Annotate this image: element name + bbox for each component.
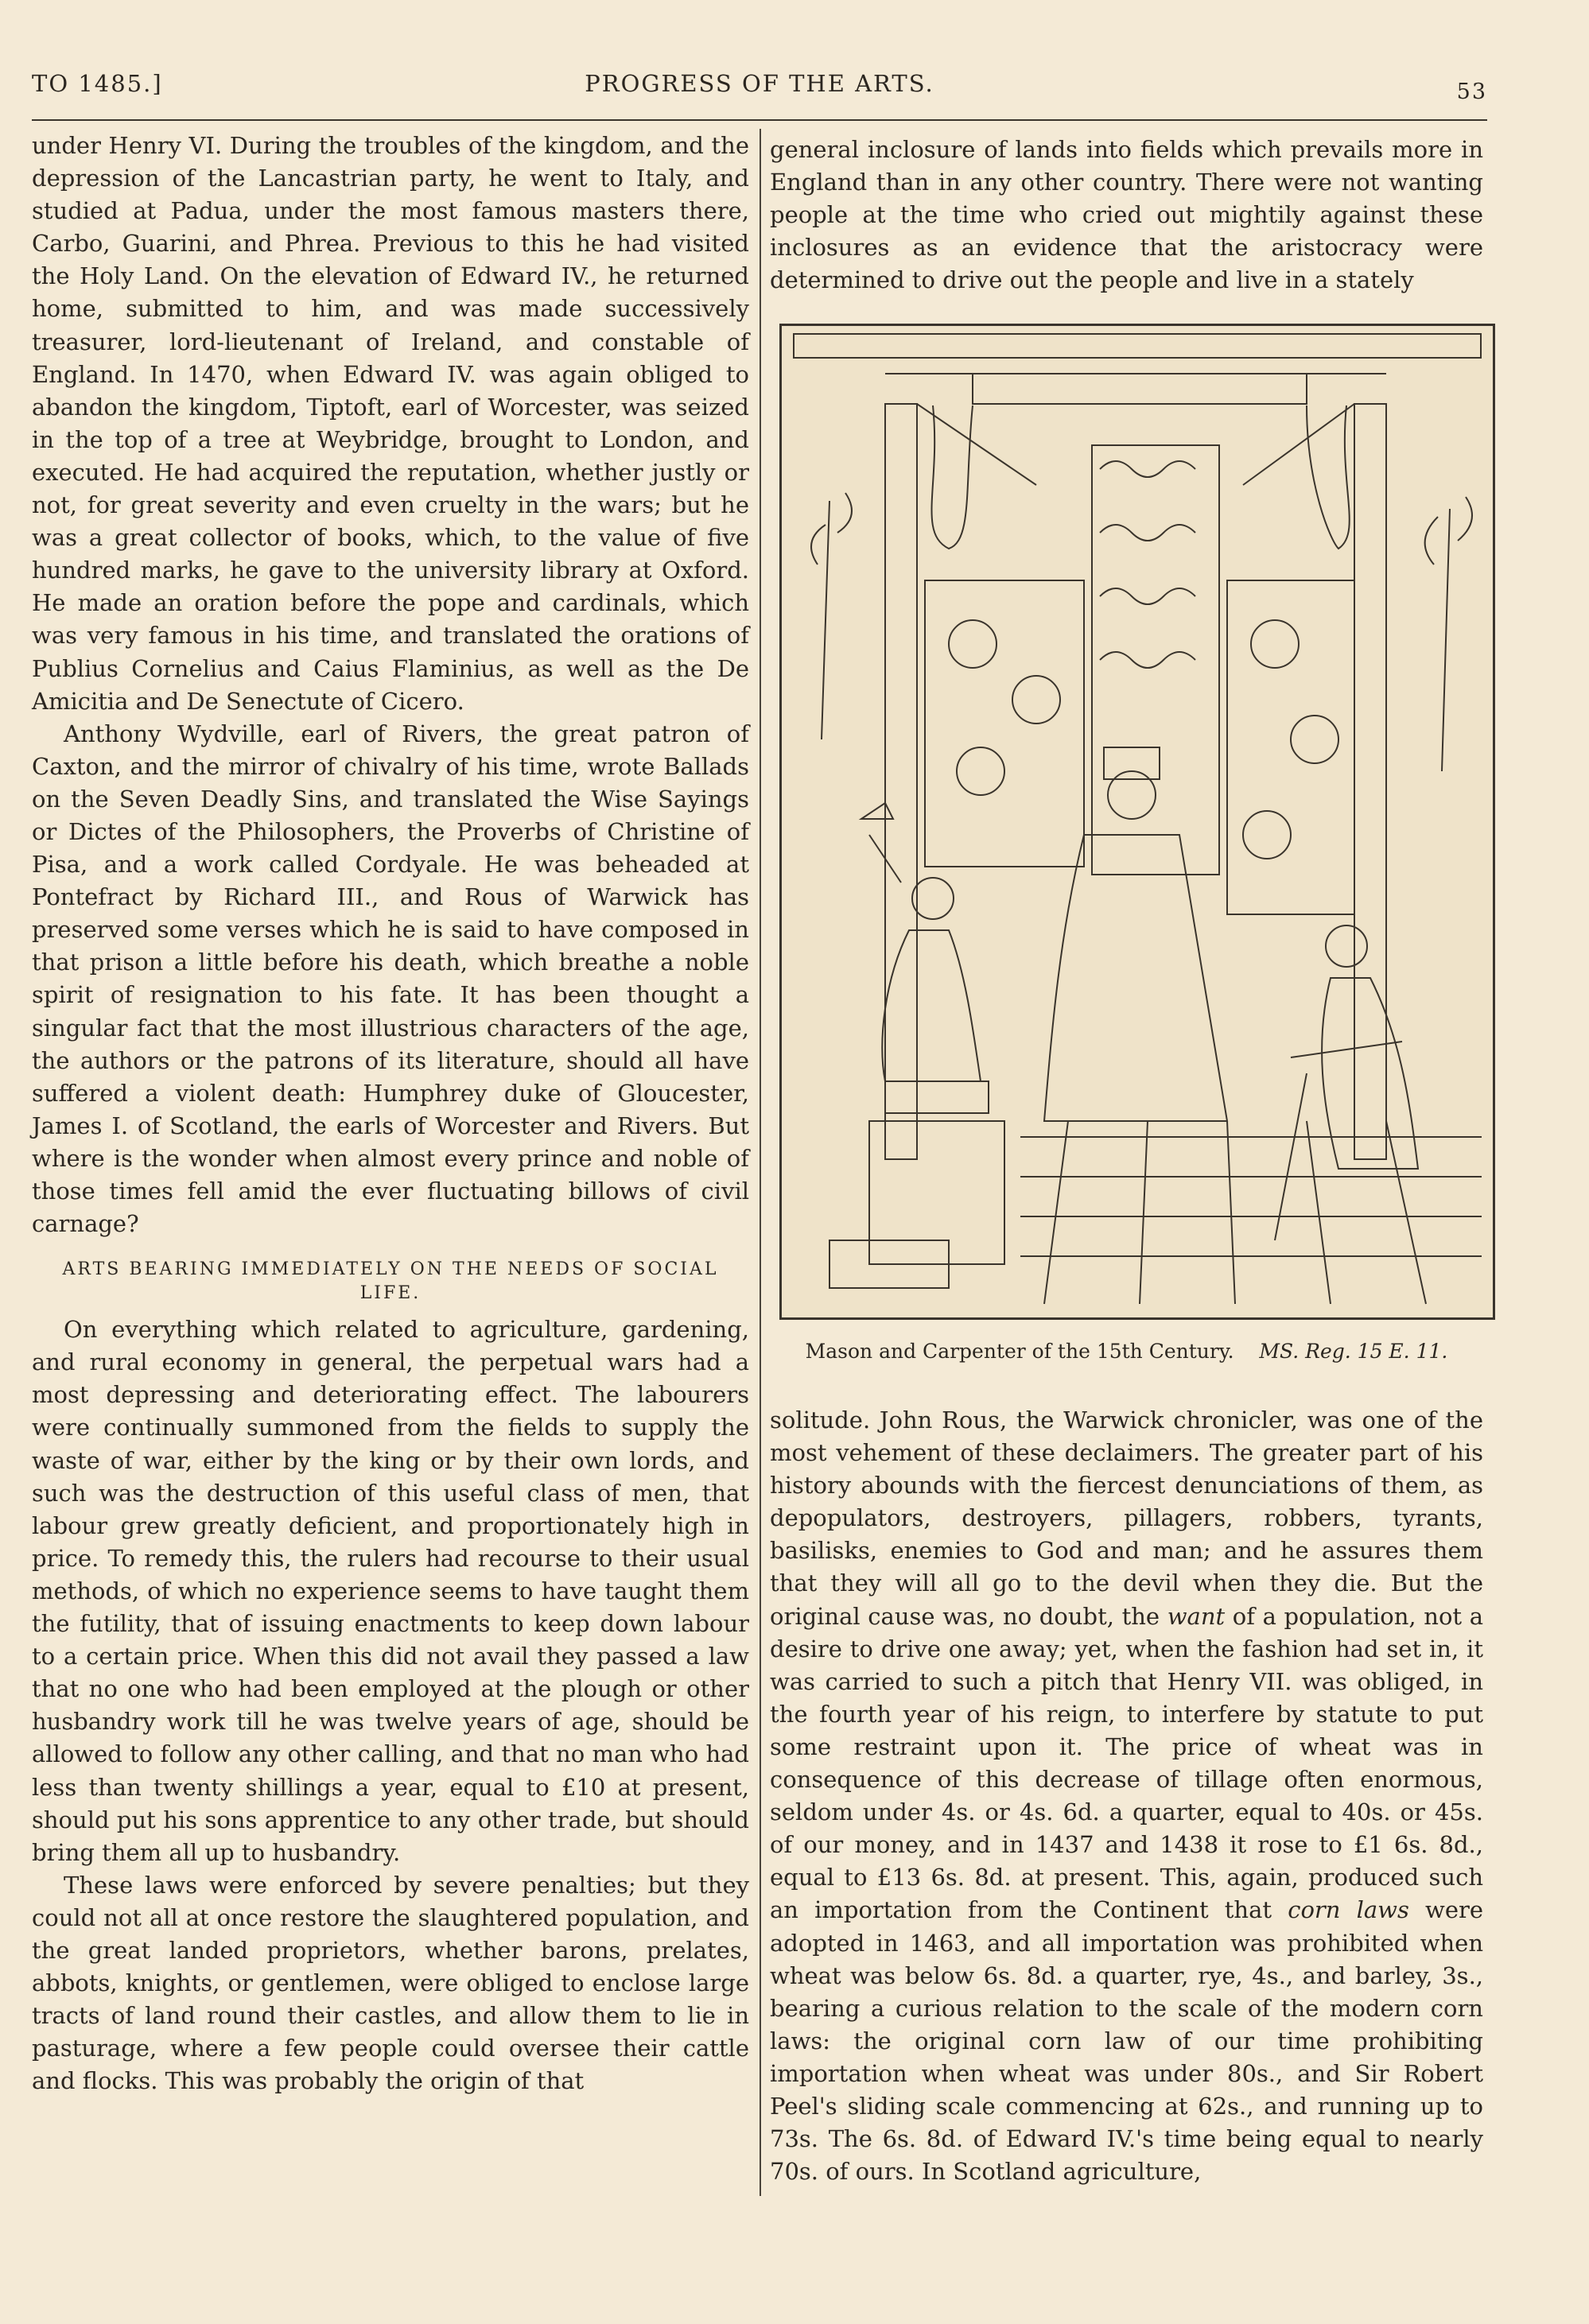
mason-head xyxy=(912,878,954,919)
right-wall-panel xyxy=(1227,580,1354,914)
left-pillar xyxy=(885,404,917,1159)
carpenter-body xyxy=(1322,978,1418,1169)
mason-carpenter-engraving xyxy=(782,326,1493,1317)
text-segment-b: of a population, not a desire to drive one away; yet, when the fashion had set in, it was carried to such a pitch that Henry VII. was obliged, in the fourth year of his reign, to interfere by statute to put some restraint upon it. The price of wheat was in consequence of this decrease of tillage often enormous, seldom under 4s. or 4s. 6d. a quarter, equal to 40s. or 45s. of our money, and in 1437 and 1438 it rose to £1 6s. 8d., equal to £13 6s. 8d. at present. This, again, produced such an importation from the Continent that xyxy=(770,1602,1483,1924)
canopy-top xyxy=(973,374,1307,404)
page-number: 53 xyxy=(1456,80,1487,104)
text-emphasis-want: want xyxy=(1167,1602,1226,1630)
header-date-range: TO 1485.] xyxy=(32,70,163,97)
paragraph-rous xyxy=(770,1404,1483,2188)
mason-block xyxy=(885,1081,989,1113)
column-divider xyxy=(760,129,761,2196)
left-column xyxy=(32,130,749,2097)
throne-back-panel xyxy=(1092,445,1219,875)
header-title: PROGRESS OF THE ARTS. xyxy=(585,70,934,97)
text-segment-c: were adopted in 1463, and all importation was prohibited when wheat was below 6s. 8d. a quarter, rye, 4s., and barley, 3s., bearing a curious relation to the scale of the modern corn laws: the original corn law of our time prohibiting importation when wheat was under 80s., and Sir Robert Peel's sliding scale commencing at 62s., and running up to 73s. The 6s. 8d. of Edward IV.'s time being equal to nearly 70s. of ours. In Scotland agriculture, xyxy=(770,1896,1484,2186)
paragraph-penalties: These laws were enforced by severe penalties; but they could not all at once restore the slaughtered population, and the great landed proprietors, whether barons, prelates, abbots, knights, or gentlemen, were obliged to enclose large tracts of land round their castles, and allow them to lie in pasturage, where a few people could oversee their cattle and flocks. This was probably the origin of that xyxy=(32,1871,749,2095)
text-emphasis-corn-laws: corn laws xyxy=(1288,1896,1409,1924)
woodcut-illustration xyxy=(779,324,1495,1320)
mason-body xyxy=(882,930,981,1081)
left-tree xyxy=(811,493,852,739)
caption-title: Mason and Carpenter of the 15th Century. xyxy=(805,1340,1234,1363)
section-heading: ARTS BEARING IMMEDIATELY ON THE NEEDS OF SOCIAL LIFE. xyxy=(62,1259,719,1304)
king-crown xyxy=(1104,747,1160,779)
carpenter-head xyxy=(1326,925,1367,967)
running-header xyxy=(32,70,1487,102)
tiled-floor xyxy=(1020,1121,1482,1304)
ceiling-beam xyxy=(794,334,1481,358)
figure-caption xyxy=(770,1340,1483,1363)
paragraph-tiptoft: under Henry VI. During the troubles of the kingdom, and the depression of the Lancastrian party, he went to Italy, and studied at Padua, under the most famous masters there, Carbo, Guarini, and Phrea. Previous to this he had visited the Holy Land. On the elevation of Edward IV., he returned home, submitted to him, and was made successively treasurer, lord-lieutenant of Ireland, and constable of England. In 1470, when Edward IV. was again obliged to abandon the kingdom, Tiptoft, earl of Worcester, was seized in the top of a tree at Weybridge, brought to London, and executed. He had acquired the reputation, whether justly or not, for great severity and even cruelty in the wars; but he was a great collector of books, which, to the value of five hundred marks, he gave to the university library at Oxford. He made an oration before the pope and cardinals, which was very famous in his time, and translated the orations of Publius Cornelius and Caius Flaminius, as well as the De Amicitia and De Senectute of Cicero. xyxy=(32,132,749,715)
text-segment-a: solitude. John Rous, the Warwick chronicler, was one of the most vehement of these declaimers. The greater part of his history abounds with the fiercest denunciations of them, as depopulators, destroyers, pillagers, robbers, tyrants, basilisks, enemies to God and man; and he assures them that they will all go to the devil when they die. But the original cause was, no doubt, the xyxy=(770,1406,1483,1630)
mason-pedestal xyxy=(869,1121,1004,1264)
header-rule xyxy=(32,119,1487,121)
right-curtain xyxy=(1307,405,1350,549)
paragraph-wydville: Anthony Wydville, earl of Rivers, the great patron of Caxton, and the mirror of chivalry of his time, wrote Ballads on the Seven Deadly Sins, and translated the Wise Sayings or Dictes of the Philosophers, the Proverbs of Christine of Pisa, and a work called Cordyale. He was beheaded at Pontefract by Richard III., and Rous of Warwick has preserved some verses which he is said to have composed in that prison a little before his death, which breathe a noble spirit of resignation to his fate. It has been thought a singular fact that the most illustrious characters of the age, the authors or the patrons of its literature, should all have suffered a violent death: Humphrey duke of Gloucester, James I. of Scotland, the earls of Worcester and Rivers. But where is the wonder when almost every prince and noble of those times fell amid the ever fluctuating billows of civil carnage? xyxy=(32,720,749,1238)
caption-manuscript-ref: MS. Reg. 15 E. 11. xyxy=(1259,1340,1448,1363)
right-column-bottom xyxy=(770,1404,1483,2188)
left-wall-panel xyxy=(925,580,1084,867)
paragraph-inclosure: general inclosure of lands into fields which prevails more in England than in any other country. There were not wanting people at the time who cried out mightily against these inclosures as an evidence that the aristocracy were determined to drive out the people and live in a stately xyxy=(770,136,1483,294)
king-robe xyxy=(1044,835,1227,1121)
mason-hammer xyxy=(861,803,901,883)
paragraph-agriculture: On everything which related to agriculture, gardening, and rural economy in general, the perpetual wars had a most depressing and deteriorating effect. The labourers were continually summoned from the fields to supply the waste of war, either by the king or by their own lords, and such was the destruction of this useful class of men, that labour grew greatly deficient, and proportionately high in price. To remedy this, the rulers had recourse to their usual methods, of which no experience seems to have taught them the futility, that of issuing enactments to keep down labour to a certain price. When this did not avail they passed a law that no one who had been employed at the plough or other husbandry work till he was twelve years of age, should be allowed to follow any other calling, and that no man who had less than twenty shillings a year, equal to £10 at present, should put his sons apprentice to any other trade, but should bring them all up to husbandry. xyxy=(32,1316,749,1866)
right-tree xyxy=(1425,497,1472,771)
right-column-top xyxy=(770,134,1483,297)
